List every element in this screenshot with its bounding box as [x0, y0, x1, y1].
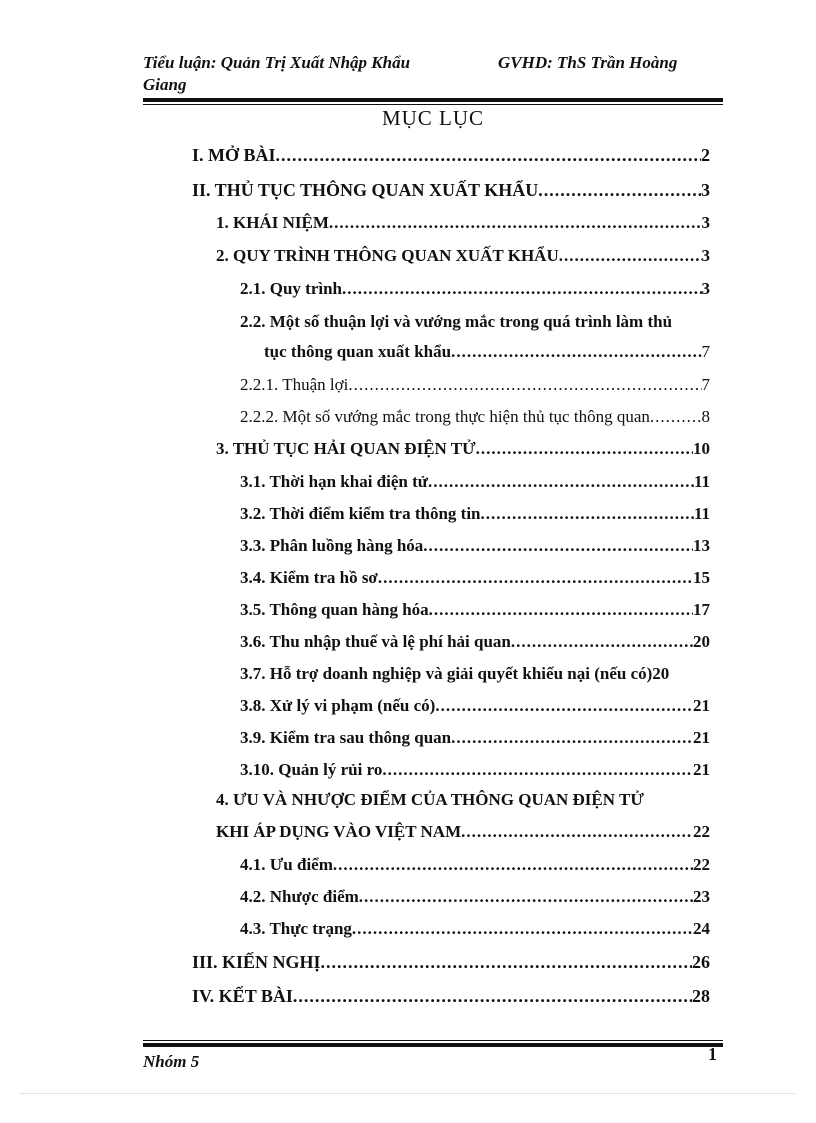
- toc-entry-label: 3.1. Thời hạn khai điện tử: [240, 472, 428, 491]
- toc-entry-page: 21: [693, 760, 710, 779]
- toc-entry-page: 23: [693, 887, 710, 906]
- toc-entry[interactable]: [240, 600, 710, 620]
- toc-entry[interactable]: [240, 887, 710, 907]
- toc-entry-page: 21: [693, 728, 710, 747]
- toc-entry-page: 21: [693, 696, 710, 715]
- toc-entry-page: 22: [693, 855, 710, 874]
- page-title: MỤC LỤC: [381, 106, 485, 130]
- toc-entry-page: 20: [693, 632, 710, 651]
- toc-entry-label: tục thông quan xuất khẩu: [264, 342, 452, 361]
- toc-entry-label: 3.10. Quản lý rủi ro: [240, 760, 383, 779]
- toc-entry-page: 22: [693, 822, 710, 841]
- toc-entry-page: 3: [701, 213, 710, 232]
- toc-leader-dots: [378, 568, 693, 588]
- toc-entry[interactable]: [240, 279, 710, 299]
- toc-entry[interactable]: [240, 375, 710, 395]
- toc-entry-page: 13: [693, 536, 710, 555]
- toc-entry[interactable]: [240, 504, 710, 524]
- toc-entry-label: I. MỞ BÀI: [192, 145, 276, 165]
- toc-entry[interactable]: [240, 664, 710, 684]
- toc-entry-page: 2: [701, 145, 710, 165]
- toc-leader-dots: [423, 536, 693, 556]
- toc-entry[interactable]: [240, 728, 710, 748]
- toc-entry-label: 3.7. Hỗ trợ doanh nghiệp và giải quyết khiếu nại (nếu có): [240, 664, 653, 683]
- toc-entry-page: 7: [701, 342, 710, 361]
- toc-entry-page: 3: [701, 246, 710, 265]
- toc-entry[interactable]: [216, 439, 710, 459]
- toc-entry[interactable]: [240, 632, 710, 652]
- page-number: 1: [708, 1044, 717, 1064]
- toc-entry[interactable]: [192, 952, 710, 973]
- toc-leader-dots: [348, 375, 701, 395]
- toc-entry-label: 3.6. Thu nhập thuế và lệ phí hải quan: [240, 632, 511, 651]
- toc-leader-dots: [321, 952, 692, 973]
- toc-leader-dots: [538, 180, 701, 201]
- toc-entry-page: 11: [693, 472, 710, 491]
- toc-leader-dots: [451, 728, 693, 748]
- header-rule-thin: [143, 104, 723, 105]
- toc-leader-dots: [352, 919, 693, 939]
- toc-entry[interactable]: [216, 213, 710, 233]
- toc-entry-page: 11: [693, 504, 710, 523]
- toc-leader-dots: [382, 760, 693, 780]
- toc-entry-label: 3.8. Xử lý vi phạm (nếu có): [240, 696, 436, 715]
- toc-entry[interactable]: [240, 760, 710, 780]
- toc-entry[interactable]: [240, 696, 710, 716]
- toc-leader-dots: [342, 279, 701, 299]
- toc-entry-label: II. THỦ TỤC THÔNG QUAN XUẤT KHẨU: [192, 180, 539, 200]
- footer-rule-thin: [143, 1040, 723, 1041]
- toc-leader-dots: [461, 822, 693, 842]
- toc-entry-label: 4.2. Nhược điểm: [240, 887, 359, 906]
- toc-leader-dots: [559, 246, 702, 266]
- toc-leader-dots: [476, 439, 693, 459]
- toc-entry-label: III. KIẾN NGHỊ: [192, 952, 321, 972]
- toc-entry[interactable]: [240, 919, 710, 939]
- toc-leader-dots: [293, 986, 692, 1007]
- toc-entry-label-line1[interactable]: 2.2. Một số thuận lợi và vướng mắc trong quá trình làm thủ: [240, 312, 673, 331]
- toc-entry-label: 3.5. Thông quan hàng hóa: [240, 600, 429, 619]
- toc-entry[interactable]: [216, 822, 710, 842]
- toc-leader-dots: [333, 855, 693, 875]
- toc-entry-page: 10: [693, 439, 710, 458]
- toc-entry-page: 8: [701, 407, 710, 426]
- toc-entry-page: 17: [693, 600, 710, 619]
- header-course-line2: Giang: [143, 75, 187, 94]
- toc-leader-dots: [359, 887, 693, 907]
- toc-entry[interactable]: [240, 407, 710, 427]
- toc-entry[interactable]: [240, 536, 710, 556]
- toc-leader-dots: [435, 696, 693, 716]
- toc-entry[interactable]: [192, 986, 710, 1007]
- toc-leader-dots: [276, 145, 701, 166]
- toc-entry-page: 28: [692, 986, 710, 1006]
- toc-entry-page: 24: [693, 919, 710, 938]
- toc-entry-page: 20: [652, 664, 670, 683]
- toc-entry-label: KHI ÁP DỤNG VÀO VIỆT NAM: [216, 822, 462, 841]
- toc-leader-dots: [429, 600, 693, 620]
- toc-entry[interactable]: [264, 342, 710, 362]
- toc-entry-label: 3. THỦ TỤC HẢI QUAN ĐIỆN TỬ: [216, 439, 476, 458]
- toc-entry[interactable]: [216, 246, 710, 266]
- header-rule-thick: [143, 98, 723, 102]
- toc-entry-label: 3.9. Kiểm tra sau thông quan: [240, 728, 452, 747]
- toc-leader-dots: [329, 213, 702, 233]
- toc-entry-label: 3.3. Phân luồng hàng hóa: [240, 536, 424, 555]
- toc-entry-label: 3.2. Thời điểm kiểm tra thông tin: [240, 504, 481, 523]
- toc-entry[interactable]: [240, 472, 710, 492]
- toc-entry-page: 3: [701, 279, 710, 298]
- toc-leader-dots: [428, 472, 694, 492]
- toc-entry-label: 2.2.2. Một số vướng mắc trong thực hiện thủ tục thông quan: [240, 407, 650, 426]
- footer-rule-thick: [143, 1043, 723, 1047]
- toc-entry[interactable]: [192, 145, 710, 166]
- toc-entry-page: 15: [693, 568, 710, 587]
- toc-entry-label: 2.2.1. Thuận lợi: [240, 375, 349, 394]
- toc-entry-page: 7: [701, 375, 710, 394]
- toc-entry[interactable]: [240, 568, 710, 588]
- toc-entry-label: IV. KẾT BÀI: [192, 986, 293, 1006]
- toc-entry-label: 2. QUY TRÌNH THÔNG QUAN XUẤT KHẨU: [216, 246, 559, 265]
- toc-entry-label: 1. KHÁI NIỆM: [216, 213, 329, 232]
- toc-entry-label: 3.4. Kiểm tra hồ sơ: [240, 568, 378, 587]
- toc-entry-label-line1[interactable]: 4. ƯU VÀ NHƯỢC ĐIỂM CỦA THÔNG QUAN ĐIỆN TỬ: [216, 790, 644, 809]
- toc-entry-label: 2.1. Quy trình: [240, 279, 343, 298]
- header-course-title: [143, 52, 483, 96]
- toc-entry[interactable]: [192, 180, 710, 201]
- toc-leader-dots: [511, 632, 693, 652]
- header-course-line1: Tiểu luận: Quản Trị Xuất Nhập Khẩu: [143, 53, 411, 72]
- page-boundary-line: [20, 1093, 796, 1094]
- toc-entry-page: 3: [701, 180, 710, 200]
- toc-entry[interactable]: [240, 855, 710, 875]
- toc-entry-label: 4.1. Ưu điểm: [240, 855, 333, 874]
- header-instructor: GVHD: ThS Trần Hoàng: [498, 53, 678, 72]
- toc-leader-dots: [481, 504, 694, 524]
- toc-entry-page: 26: [692, 952, 710, 972]
- toc-leader-dots: [650, 407, 702, 427]
- toc-entry-label: 4.3. Thực trạng: [240, 919, 352, 938]
- toc-leader-dots: [451, 342, 701, 362]
- footer-group-name: Nhóm 5: [143, 1052, 200, 1071]
